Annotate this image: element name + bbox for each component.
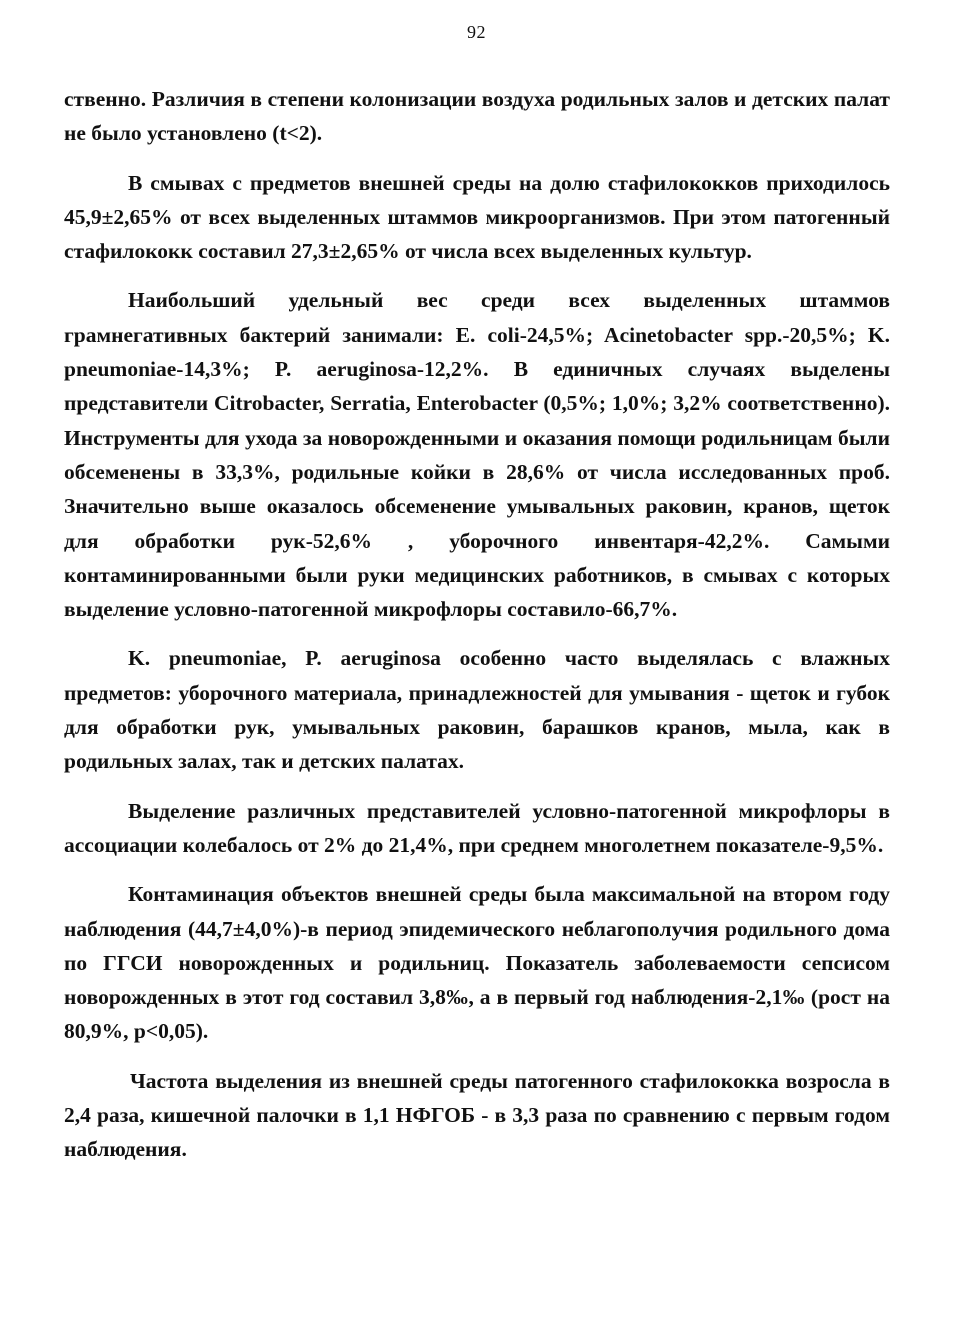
paragraph-isolation-frequency: Частота выделения из внешней среды патогенного стафилококка возросла в 2,4 раза, кишечной палочки в 1,1 НФГОБ - в 3,3 раза по сравнению с первым годом наблюдения. [64,1068,890,1162]
paragraph-staphylococcus-share: В смывах с предметов внешней среды на долю стафилококков приходилось 45,9±2,65% от всех выделенных штаммов микроорганизмов. При этом патогенный стафилококк составил 27,3±2,65% от числа всех выделенных культур. [64,170,890,264]
paragraph-continuation: ственно. Различия в степени колонизации воздуха родильных залов и детских палат не было установлено (t<2). [64,87,890,146]
paragraph-contamination-peak: Контаминация объектов внешней среды была максимальной на втором году наблюдения (44,7±4,0%)-в период эпидемического неблагополучия родильного дома по ГГСИ новорожденных и родильниц. Показатель заболеваемости сепсисом новорожденных в этот год составил 3,8‰, а в первый год наблюдения-2,1‰ (рост на 80,9%, p<0,05). [64,882,890,1044]
paragraph-gram-negative-bacteria: Наибольший удельный вес среди всех выделенных штаммов грамнегативных бактерий занимали: E. coli-24,5%; Acinetobacter spp.-20,5%; K. pneumoniae-14,3%; P. aeruginosa-12,2%. В единичных случаях выделены представители Citrobacter, Serratia, Enterobacter (0,5%; 1,0%; 3,2% соответственно). Инструменты для ухода за новорожденными и оказания помощи родильницам были обсеменены в 33,3%, родильные койки в 28,6% от числа исследованных проб. Значительно выше оказалось обсеменение умывальных раковин, кранов, щеток для обработки рук-52,6% , уборочного инвентаря-42,2%. Самыми контаминированными были руки медицинских работников, в смывах с которых выделение условно-патогенной микрофлоры составило-66,7%. [64,288,890,622]
paragraph-wet-objects: K. pneumoniae, P. aeruginosa особенно часто выделялась с влажных предметов: уборочного материала, принадлежностей для умывания - щеток и губок для обработки рук, умывальных раковин, барашков кранов, мыла, как в родильных залах, так и детских палатах. [64,646,890,774]
body-text [64,82,890,1182]
paragraph-associations: Выделение различных представителей условно-патогенной микрофлоры в ассоциации колебалось от 2% до 21,4%, при среднем многолетнем показателе-9,5%. [64,798,890,857]
page-number: 92 [467,22,486,42]
